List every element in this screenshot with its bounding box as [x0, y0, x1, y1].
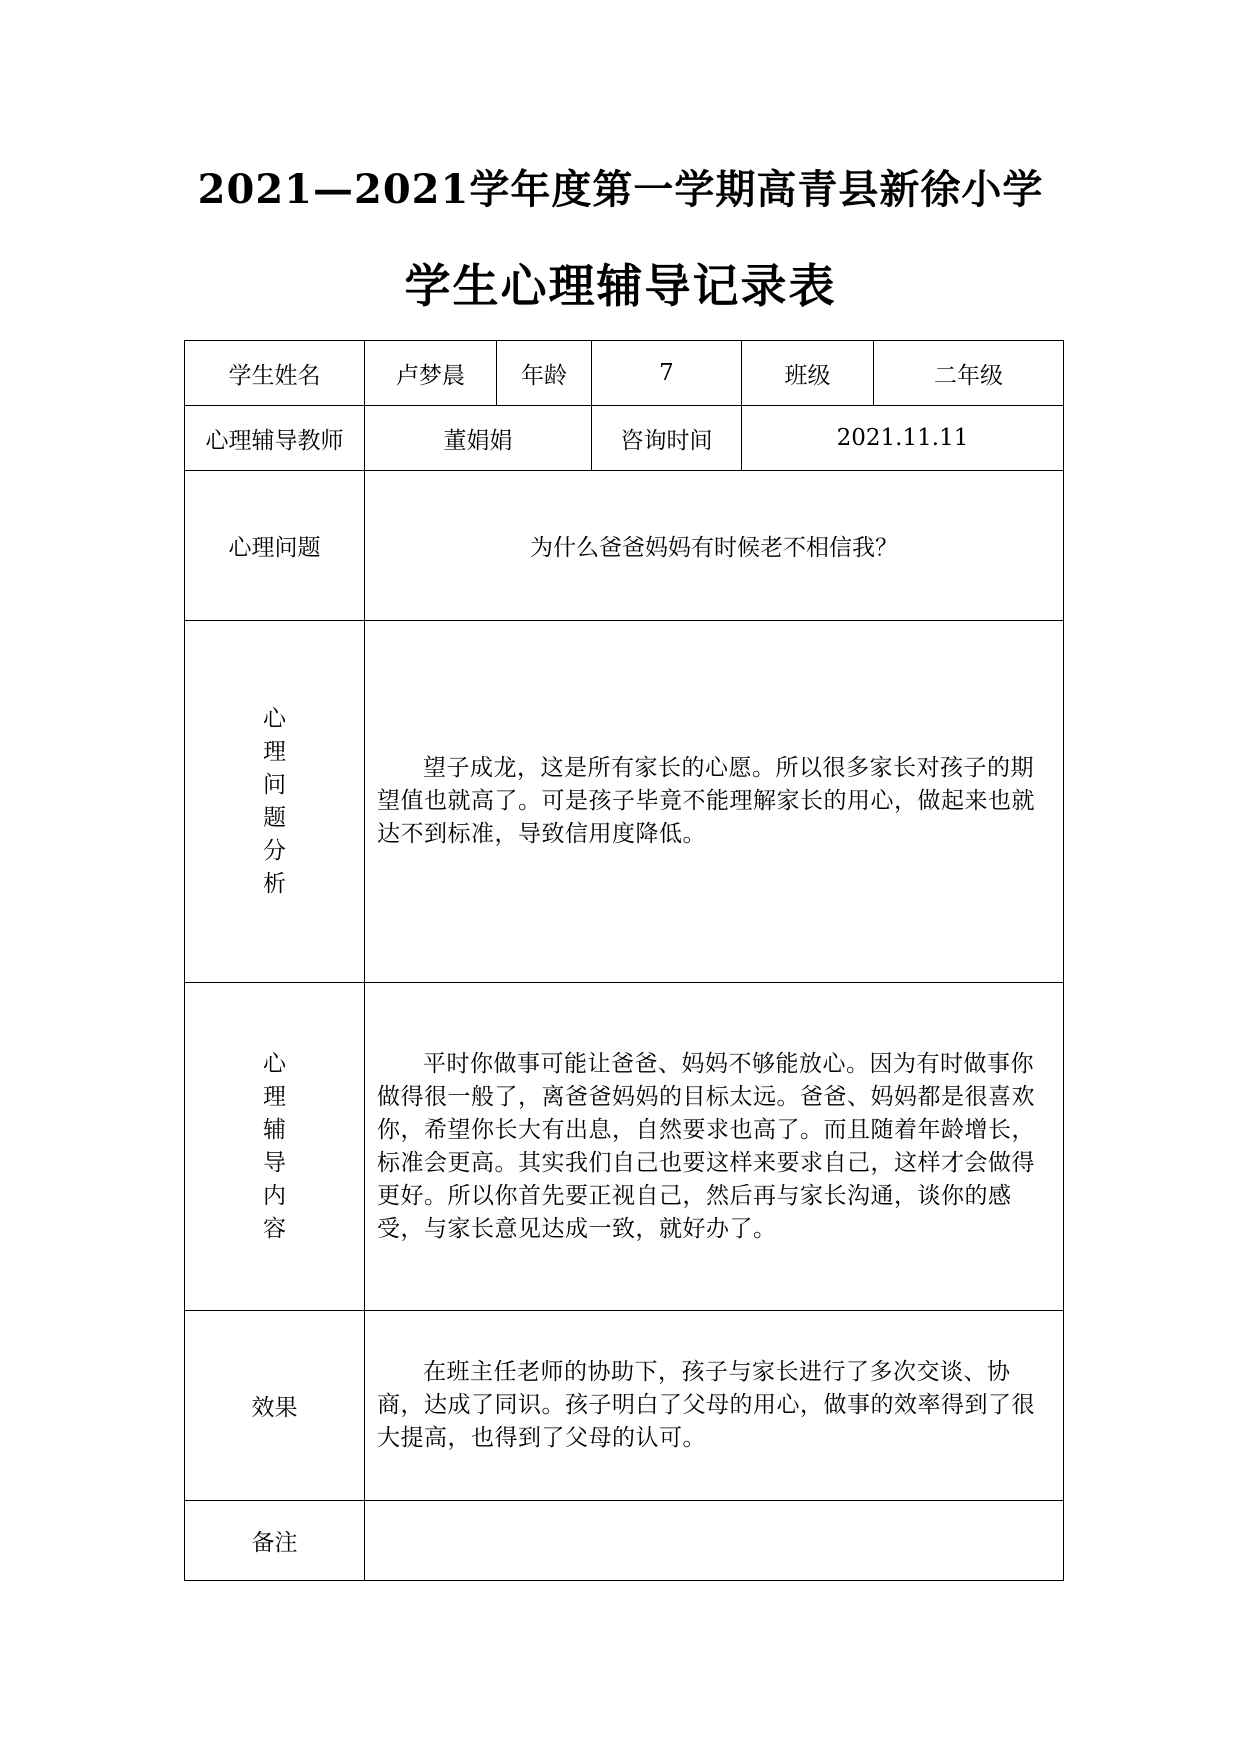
analysis-cell — [365, 621, 1064, 983]
record-table — [184, 340, 1064, 1581]
remarks-label: 备注 — [185, 1501, 365, 1581]
analysis-label-cell — [185, 621, 365, 983]
guidance-label: 心理辅导内容 — [263, 1050, 286, 1242]
row-problem — [185, 471, 1064, 621]
guidance-label-cell — [185, 983, 365, 1311]
analysis-text: 望子成龙，这是所有家长的心愿。所以很多家长对孩子的期望值也就高了。可是孩子毕竟不能理解家长的用心，做起来也就达不到标准，导致信用度降低。 — [377, 755, 1035, 847]
consult-time-label: 咨询时间 — [592, 406, 742, 471]
age-value: 7 — [592, 341, 742, 406]
remarks-value — [365, 1501, 1064, 1581]
effect-text: 在班主任老师的协助下，孩子与家长进行了多次交谈、协商，达成了同识。孩子明白了父母的用心，做事的效率得到了很大提高，也得到了父母的认可。 — [377, 1359, 1035, 1451]
problem-label: 心理问题 — [185, 471, 365, 621]
teacher-label: 心理辅导教师 — [185, 406, 365, 471]
row-guidance — [185, 983, 1064, 1311]
row-student-info — [185, 341, 1064, 406]
row-remarks — [185, 1501, 1064, 1581]
row-teacher-info — [185, 406, 1064, 471]
analysis-label: 心理问题分析 — [263, 705, 286, 897]
row-analysis — [185, 621, 1064, 983]
consult-time-value: 2021.11.11 — [742, 406, 1064, 471]
effect-label: 效果 — [185, 1311, 365, 1501]
teacher-value: 董娟娟 — [365, 406, 592, 471]
row-effect — [185, 1311, 1064, 1501]
document-subtitle: 学生心理辅导记录表 — [404, 259, 837, 313]
student-name-label: 学生姓名 — [185, 341, 365, 406]
document-title: 2021—2021学年度第一学期高青县新徐小学 — [197, 166, 1044, 213]
student-name-value: 卢梦晨 — [365, 341, 497, 406]
problem-value: 为什么爸爸妈妈有时候老不相信我？ — [365, 471, 1064, 621]
age-label: 年龄 — [497, 341, 592, 406]
guidance-cell — [365, 983, 1064, 1311]
class-value: 二年级 — [874, 341, 1064, 406]
guidance-text: 平时你做事可能让爸爸、妈妈不够能放心。因为有时做事你做得很一般了，离爸爸妈妈的目标太远。爸爸、妈妈都是很喜欢你，希望你长大有出息，自然要求也高了。而且随着年龄增长，标准会更高。其实我们自己也要这样来要求自己，这样才会做得更好。所以你首先要正视自己，然后再与家长沟通，谈你的感受，与家长意见达成一致，就好办了。 — [377, 1050, 1035, 1242]
effect-cell — [365, 1311, 1064, 1501]
class-label: 班级 — [742, 341, 874, 406]
